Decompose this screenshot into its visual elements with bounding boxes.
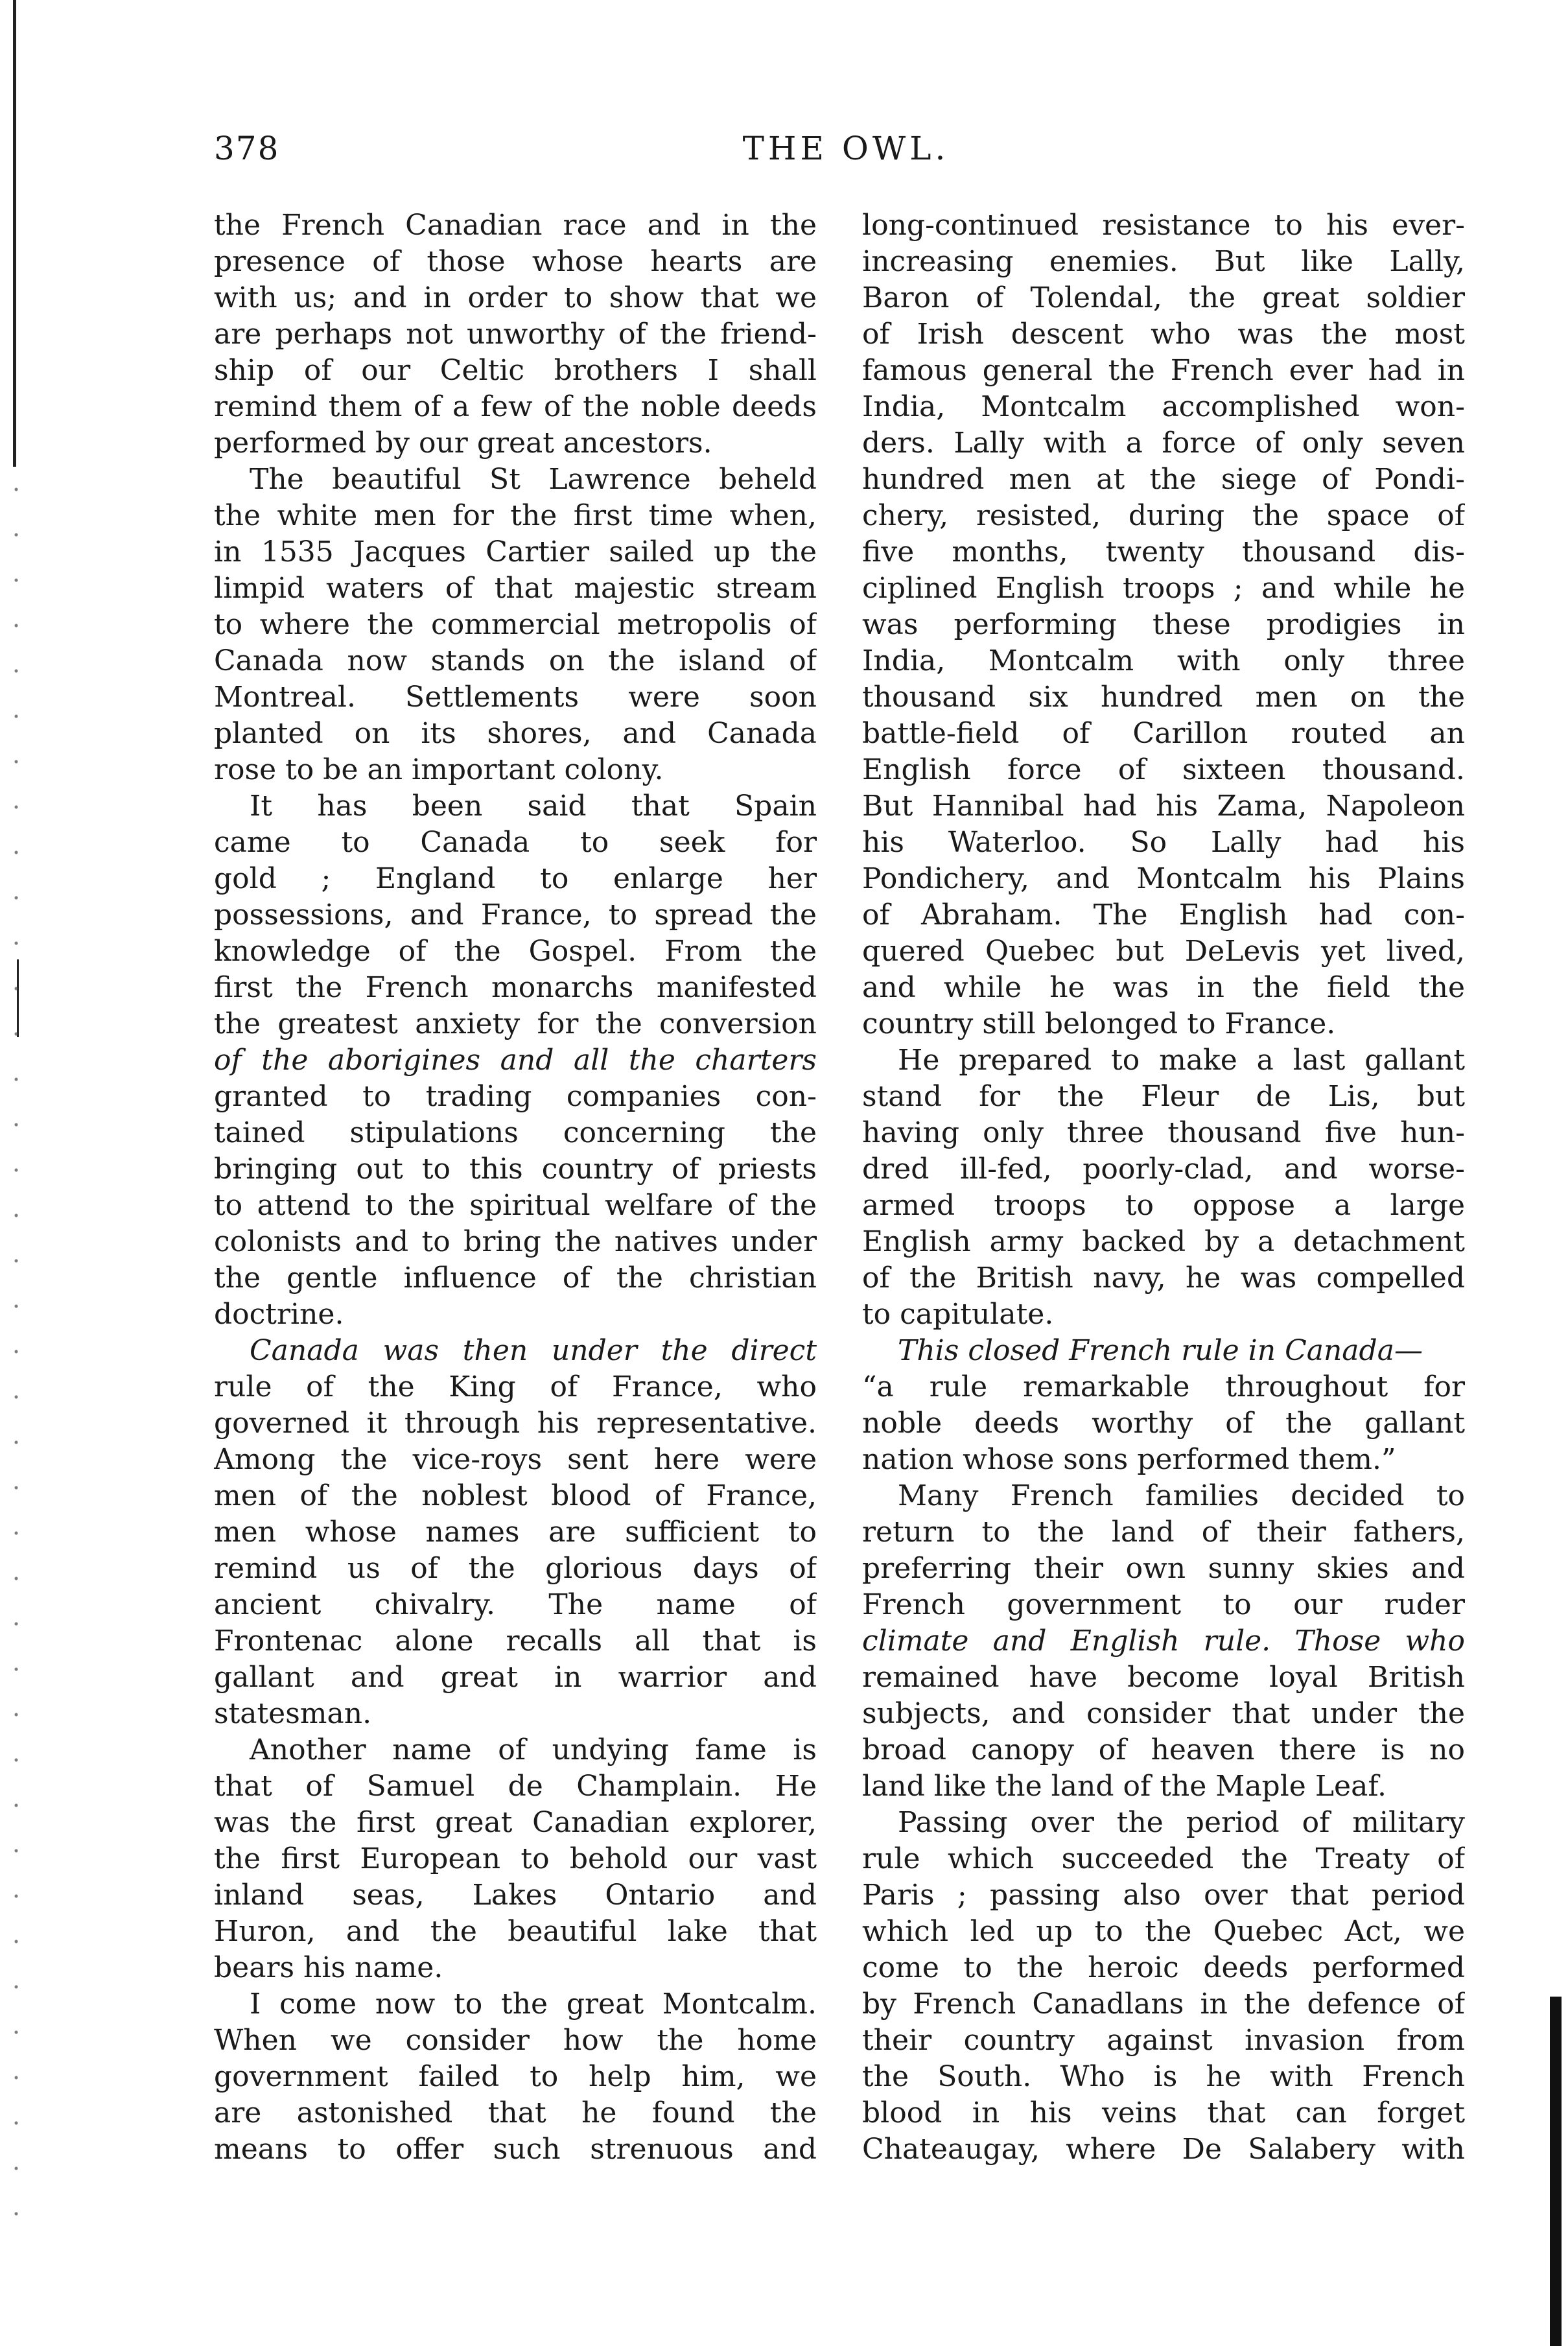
- text-line: English army backed by a detachment: [862, 1225, 1465, 1258]
- text-line: government failed to help him, we: [214, 2060, 817, 2093]
- text-line: climate and English rule. Those who: [862, 1625, 1465, 1658]
- text-line: French government to our ruder: [862, 1588, 1465, 1621]
- text-line: men whose names are sufficient to: [214, 1516, 817, 1549]
- scan-right-edge: [1550, 1997, 1562, 2346]
- text-line: battle-field of Carillon routed an: [862, 717, 1465, 750]
- text-line: Frontenac alone recalls all that is: [214, 1625, 817, 1658]
- text-line: the greatest anxiety for the conversion: [214, 1007, 817, 1040]
- text-line: armed troops to oppose a large: [862, 1189, 1465, 1222]
- text-line: the gentle influence of the christian: [214, 1261, 817, 1295]
- text-line: to where the commercial metropolis of: [214, 608, 817, 641]
- text-line: inland seas, Lakes Ontario and: [214, 1879, 817, 1912]
- text-line: remind them of a few of the noble deeds: [214, 390, 817, 423]
- text-line: ders. Lally with a force of only seven: [862, 427, 1465, 460]
- text-line: remind us of the glorious days of: [214, 1552, 817, 1585]
- text-line: of Irish descent who was the most: [862, 318, 1465, 351]
- text-line: knowledge of the Gospel. From the: [214, 935, 817, 968]
- text-line: But Hannibal had his Zama, Napoleon: [862, 790, 1465, 823]
- text-line: return to the land of their fathers,: [862, 1516, 1465, 1549]
- text-line: his Waterloo. So Lally had his: [862, 826, 1465, 859]
- text-line: He prepared to make a last gallant: [898, 1044, 1465, 1077]
- text-line: When we consider how the home: [214, 2024, 817, 2057]
- text-line: Huron, and the beautiful lake that: [214, 1915, 817, 1948]
- text-line: noble deeds worthy of the gallant: [862, 1407, 1465, 1440]
- running-title: THE OWL.: [742, 130, 950, 167]
- text-line: Baron of Tolendal, the great soldier: [862, 281, 1465, 314]
- text-line: Canada now stands on the island of: [214, 644, 817, 677]
- text-line: first the French monarchs manifested: [214, 971, 817, 1004]
- text-line: Paris ; passing also over that period: [862, 1879, 1465, 1912]
- text-line: subjects, and consider that under the: [862, 1697, 1465, 1730]
- text-line: chery, resisted, during the space of: [862, 499, 1465, 532]
- text-line: long-continued resistance to his ever-: [862, 209, 1465, 242]
- text-line: bringing out to this country of priests: [214, 1153, 817, 1186]
- text-line: Pondichery, and Montcalm his Plains: [862, 862, 1465, 895]
- text-line: which led up to the Quebec Act, we: [862, 1915, 1465, 1948]
- text-line: planted on its shores, and Canada: [214, 717, 817, 750]
- text-line: Montreal. Settlements were soon: [214, 681, 817, 714]
- text-line: This closed French rule in Canada—: [898, 1334, 1423, 1367]
- text-line: Many French families decided to: [898, 1479, 1465, 1512]
- text-line: having only three thousand five hun-: [862, 1116, 1465, 1149]
- text-line: statesman.: [214, 1697, 372, 1730]
- right-column: [862, 207, 1465, 2168]
- text-line: broad canopy of heaven there is no: [862, 1733, 1465, 1766]
- text-line: means to offer such strenuous and: [214, 2133, 817, 2166]
- text-line: ship of our Celtic brothers I shall: [214, 354, 817, 387]
- text-line: dred ill-fed, poorly-clad, and worse-: [862, 1153, 1465, 1186]
- text-line: their country against invasion from: [862, 2024, 1465, 2057]
- text-line: Chateaugay, where De Salabery with: [862, 2133, 1465, 2166]
- text-line: quered Quebec but DeLevis yet lived,: [862, 935, 1465, 968]
- text-line: Canada was then under the direct: [250, 1334, 817, 1367]
- text-line: India, Montcalm accomplished won-: [862, 390, 1465, 423]
- page-header: [214, 130, 1478, 182]
- text-line: country still belonged to France.: [862, 1007, 1336, 1040]
- text-line: of the British navy, he was compelled: [862, 1261, 1465, 1295]
- text-columns: [214, 207, 1478, 2166]
- text-line: to capitulate.: [862, 1298, 1054, 1331]
- text-line: governed it through his representative.: [214, 1407, 817, 1440]
- text-line: nation whose sons performed them.”: [862, 1443, 1396, 1476]
- text-line: was performing these prodigies in: [862, 608, 1465, 641]
- text-line: The beautiful St Lawrence beheld: [250, 463, 817, 496]
- text-line: land like the land of the Maple Leaf.: [862, 1770, 1387, 1803]
- text-line: the first European to behold our vast: [214, 1842, 817, 1875]
- text-line: five months, twenty thousand dis-: [862, 535, 1465, 569]
- text-line: presence of those whose hearts are: [214, 245, 817, 278]
- text-line: of Abraham. The English had con-: [862, 898, 1465, 932]
- text-line: I come now to the great Montcalm.: [250, 1988, 817, 2021]
- text-line: rose to be an important colony.: [214, 753, 664, 786]
- text-line: in 1535 Jacques Cartier sailed up the: [214, 535, 817, 569]
- text-line: India, Montcalm with only three: [862, 644, 1465, 677]
- text-line: was the first great Canadian explorer,: [214, 1806, 817, 1839]
- scan-edge-rule: [13, 0, 16, 467]
- text-line: colonists and to bring the natives under: [214, 1225, 817, 1258]
- text-line: “a rule remarkable throughout for: [862, 1370, 1465, 1403]
- text-line: thousand six hundred men on the: [862, 681, 1465, 714]
- text-line: by French Canadlans in the defence of: [862, 1988, 1465, 2021]
- text-line: that of Samuel de Champlain. He: [214, 1770, 817, 1803]
- scan-edge-marks: [6, 467, 26, 2217]
- text-line: possessions, and France, to spread the: [214, 898, 817, 932]
- text-line: the white men for the first time when,: [214, 499, 817, 532]
- text-line: preferring their own sunny skies and: [862, 1552, 1465, 1585]
- text-line: came to Canada to seek for: [214, 826, 817, 859]
- text-line: ciplined English troops ; and while he: [862, 572, 1465, 605]
- text-line: gallant and great in warrior and: [214, 1661, 817, 1694]
- text-line: hundred men at the siege of Pondi-: [862, 463, 1465, 496]
- text-line: blood in his veins that can forget: [862, 2096, 1465, 2129]
- text-line: ancient chivalry. The name of: [214, 1588, 817, 1621]
- text-line: and while he was in the field the: [862, 971, 1465, 1004]
- text-line: granted to trading companies con-: [214, 1080, 817, 1113]
- left-column: [214, 207, 817, 2168]
- text-line: are perhaps not unworthy of the friend-: [214, 318, 817, 351]
- text-line: stand for the Fleur de Lis, but: [862, 1080, 1465, 1113]
- text-line: rule of the King of France, who: [214, 1370, 817, 1403]
- text-line: Among the vice-roys sent here were: [214, 1443, 817, 1476]
- text-line: limpid waters of that majestic stream: [214, 572, 817, 605]
- text-line: with us; and in order to show that we: [214, 281, 817, 314]
- text-line: of the aborigines and all the charters: [214, 1044, 817, 1077]
- text-line: the South. Who is he with French: [862, 2060, 1465, 2093]
- text-line: Another name of undying fame is: [250, 1733, 817, 1766]
- text-line: rule which succeeded the Treaty of: [862, 1842, 1465, 1875]
- text-line: to attend to the spiritual welfare of the: [214, 1189, 817, 1222]
- page-number: 378: [214, 130, 280, 167]
- text-line: tained stipulations concerning the: [214, 1116, 817, 1149]
- text-line: Passing over the period of military: [898, 1806, 1465, 1839]
- text-line: increasing enemies. But like Lally,: [862, 245, 1465, 278]
- text-line: English force of sixteen thousand.: [862, 753, 1465, 786]
- text-line: men of the noblest blood of France,: [214, 1479, 817, 1512]
- text-line: the French Canadian race and in the: [214, 209, 817, 242]
- text-line: famous general the French ever had in: [862, 354, 1465, 387]
- text-line: bears his name.: [214, 1951, 443, 1984]
- text-line: It has been said that Spain: [250, 790, 817, 823]
- text-line: remained have become loyal British: [862, 1661, 1465, 1694]
- text-line: doctrine.: [214, 1298, 344, 1331]
- text-line: performed by our great ancestors.: [214, 427, 712, 460]
- text-line: gold ; England to enlarge her: [214, 862, 817, 895]
- text-line: are astonished that he found the: [214, 2096, 817, 2129]
- text-line: come to the heroic deeds performed: [862, 1951, 1465, 1984]
